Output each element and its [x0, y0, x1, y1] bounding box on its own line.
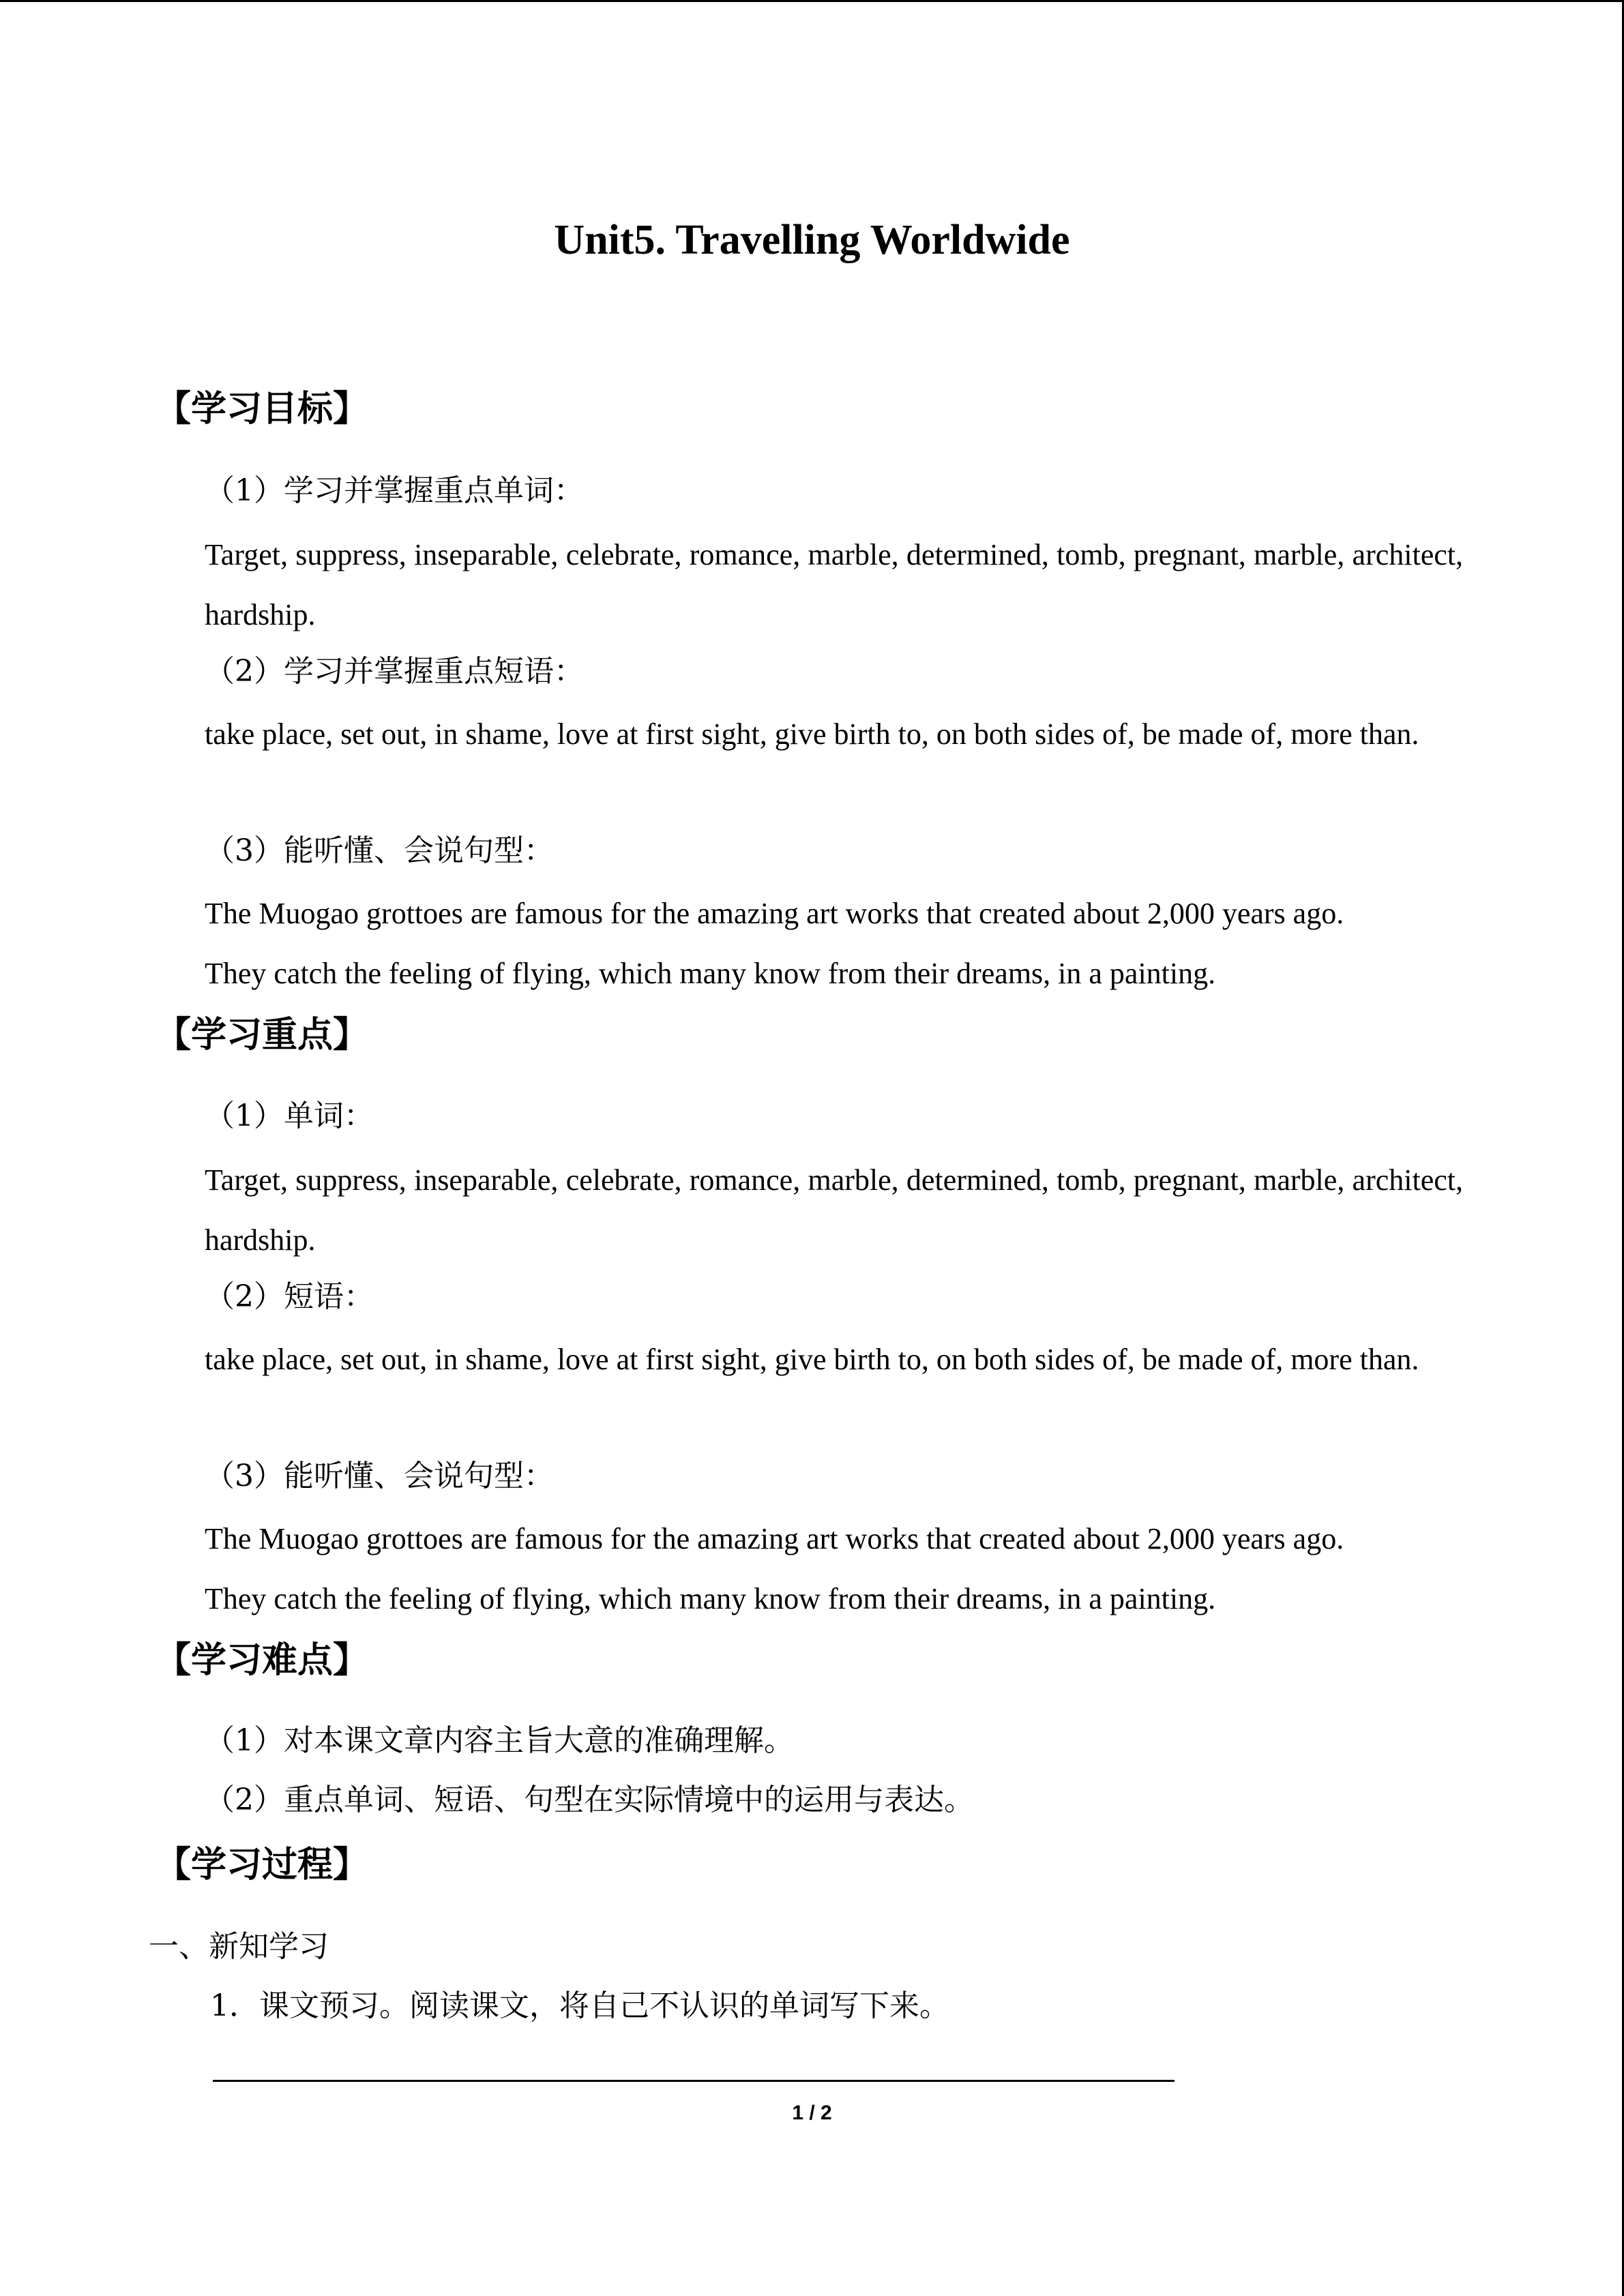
- key-points-item1-label: （1）单词：: [205, 1099, 374, 1133]
- process-section1: 一、新知学习: [149, 1929, 329, 1964]
- page-number: 1 / 2: [792, 2102, 832, 2124]
- key-points-item3-line1: The Muogao grottoes are famous for the amazing art works that created about 2,000 years ago.: [205, 1522, 1344, 1555]
- objectives-heading: 【学习目标】: [156, 389, 369, 430]
- page-border-top: [0, 0, 1624, 2]
- objectives-item3-line2: They catch the feeling of flying, which many know from their dreams, in a painting.: [205, 957, 1216, 990]
- objectives-item2-label: （2）学习并掌握重点短语：: [205, 654, 584, 689]
- objectives-item3-line1: The Muogao grottoes are famous for the amazing art works that created about 2,000 years ago.: [205, 897, 1344, 930]
- process-heading: 【学习过程】: [156, 1845, 369, 1885]
- document-title: Unit5. Travelling Worldwide: [554, 217, 1070, 263]
- key-points-heading: 【学习重点】: [156, 1015, 369, 1056]
- key-points-item2-text: take place, set out, in shame, love at first sight, give birth to, on both sides of, be made of, more than.: [205, 1343, 1419, 1376]
- objectives-item2-text: take place, set out, in shame, love at first sight, give birth to, on both sides of, be made of, more than.: [205, 717, 1419, 751]
- key-points-item1-text: Target, suppress, inseparable, celebrate, romance, marble, determined, tomb, pregnant, marble, architect, hardship.: [205, 1163, 1463, 1257]
- objectives-item1-text: Target, suppress, inseparable, celebrate, romance, marble, determined, tomb, pregnant, marble, architect, hardship.: [205, 538, 1463, 631]
- difficulties-item1: （1）对本课文章内容主旨大意的准确理解。: [205, 1723, 794, 1758]
- key-points-item3-line2: They catch the feeling of flying, which many know from their dreams, in a painting.: [205, 1582, 1216, 1615]
- key-points-item2-label: （2）短语：: [205, 1279, 374, 1314]
- process-task1: 1．课文预习。阅读课文，将自己不认识的单词写下来。: [210, 1988, 949, 2023]
- difficulties-heading: 【学习难点】: [156, 1640, 369, 1681]
- answer-line: [213, 2080, 1175, 2082]
- objectives-item1-label: （1）学习并掌握重点单词：: [205, 473, 584, 508]
- key-points-item3-label: （3）能听懂、会说句型：: [205, 1459, 554, 1493]
- objectives-item3-label: （3）能听懂、会说句型：: [205, 833, 554, 868]
- difficulties-item2: （2）重点单词、短语、句型在实际情境中的运用与表达。: [205, 1783, 974, 1817]
